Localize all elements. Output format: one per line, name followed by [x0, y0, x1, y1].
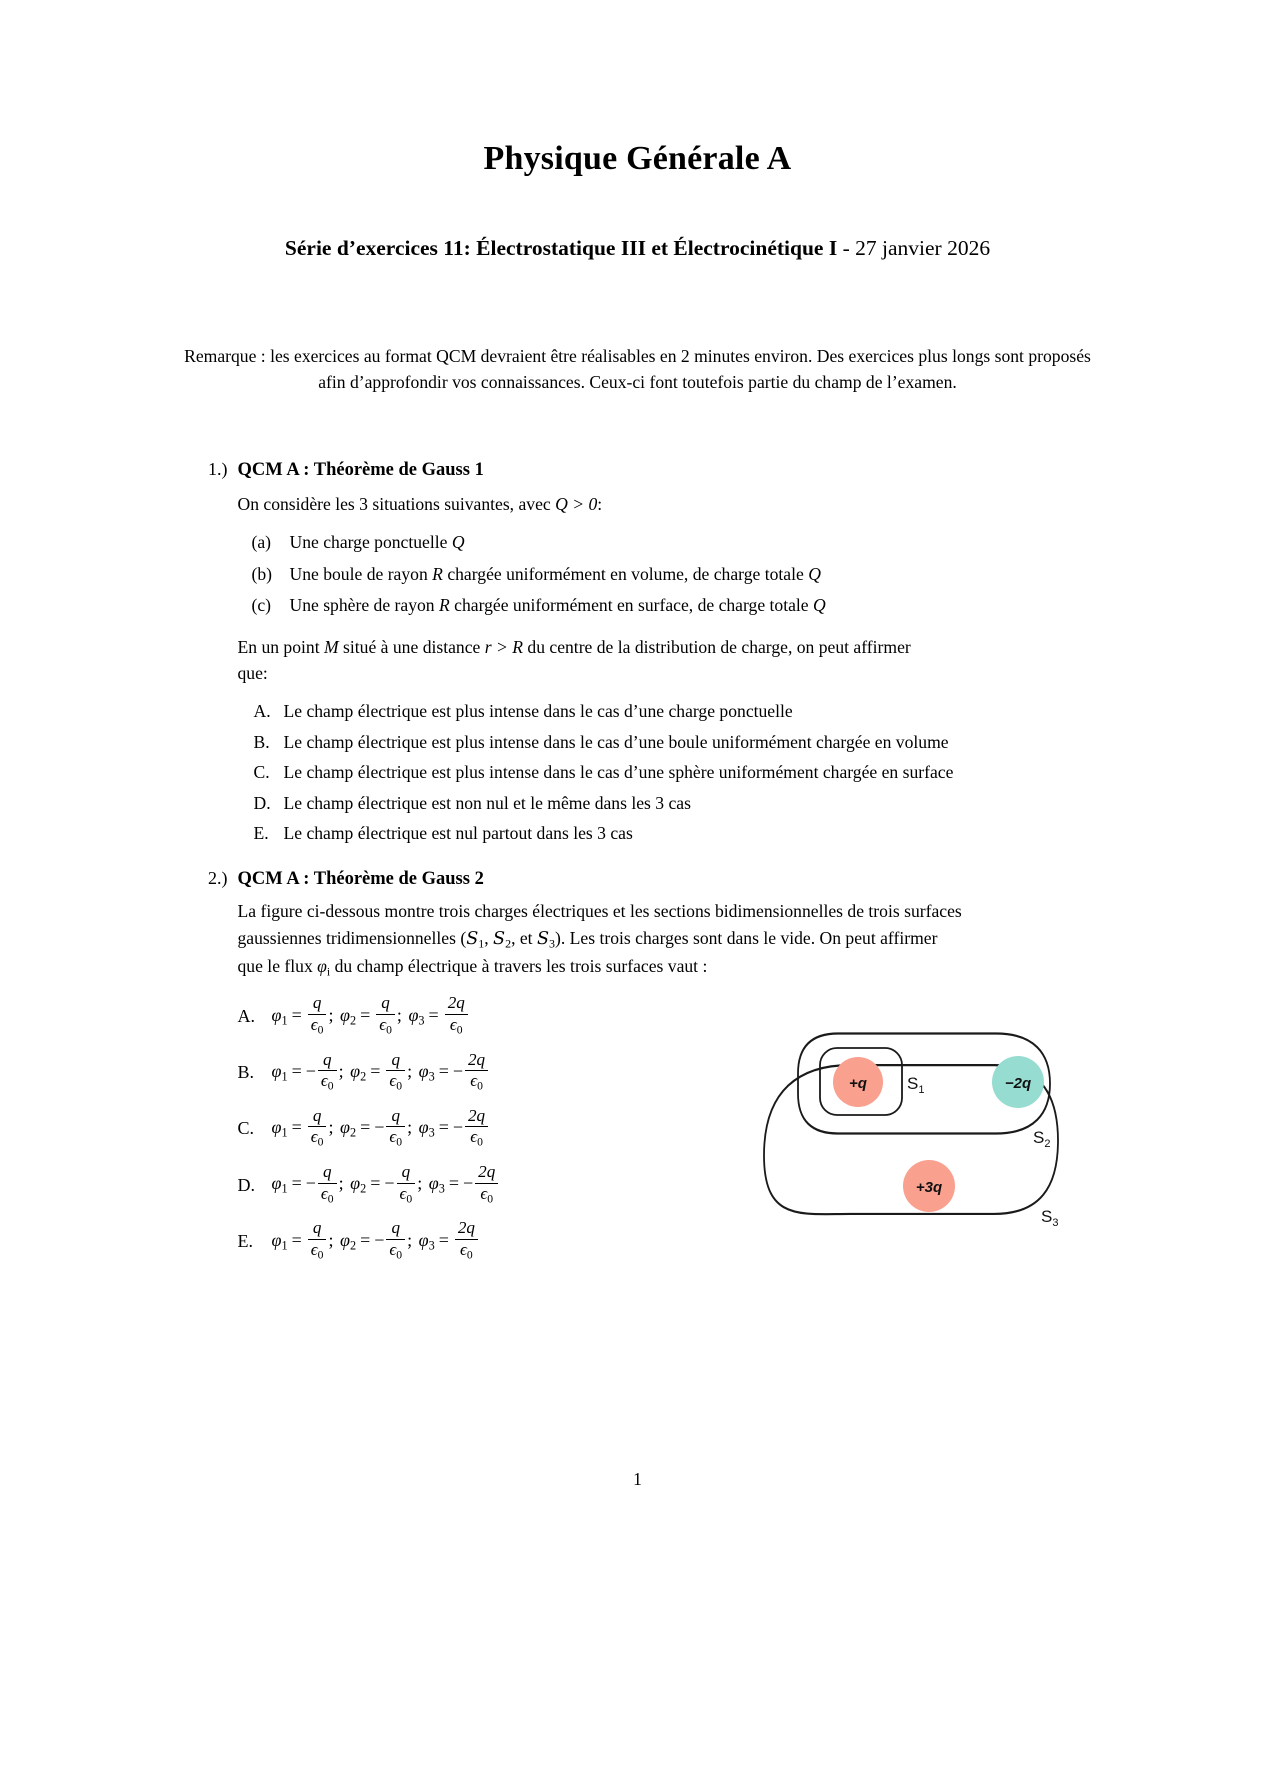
statement-line-3-a: que le flux: [237, 956, 318, 977]
exercise-1-question: [238, 634, 1088, 687]
phi-symbol: φ: [339, 1004, 350, 1025]
separator: ;: [328, 1004, 334, 1025]
choice-text: Le champ électrique est nul partout dans les 3 cas: [283, 822, 633, 843]
question-text-b: situé à une distance: [338, 636, 485, 657]
phi-symbol: φ: [271, 1173, 282, 1194]
choice-label: A.: [253, 701, 271, 722]
denominator: [455, 1240, 478, 1262]
epsilon-index: 0: [396, 1135, 403, 1149]
epsilon-symbol: ϵ: [310, 1239, 318, 1259]
numerator: q: [318, 1051, 337, 1071]
surface-symbol-s1: S: [466, 928, 479, 949]
epsilon-symbol: ϵ: [389, 1071, 397, 1091]
sign: −: [305, 1173, 316, 1194]
situation-text: [290, 592, 1088, 618]
phi-index: 2: [349, 1013, 357, 1028]
choice-text: Le champ électrique est plus intense dans le cas d’une sphère uniformément chargée en surface: [283, 762, 954, 783]
fraction: [445, 994, 468, 1036]
fraction: [376, 994, 395, 1036]
charge-label-positive-3q: +3q: [915, 1179, 942, 1197]
denominator: [308, 1127, 327, 1149]
epsilon-symbol: ϵ: [310, 1127, 318, 1147]
numerator: 2q: [445, 994, 468, 1014]
fraction: [318, 1163, 337, 1205]
exercise-1-choices: [254, 698, 1088, 846]
choice-equation: $\varphi_1$ = − $\frac{q}{\epsilon_0}$ ; $\varphi_2$ = $\frac{q}{\epsilon_0}$ ; $\varphi_3$ = − $\frac{2q}{\epsilon_0}$: [272, 1052, 758, 1094]
situation-text-pre: Une sphère de rayon: [289, 595, 439, 616]
figure-svg: [746, 991, 1076, 1251]
denominator: [445, 1015, 468, 1037]
epsilon-index: 0: [396, 1248, 403, 1262]
separator: ;: [396, 1004, 402, 1025]
choice-b[interactable]: [254, 729, 1088, 755]
gauss-surfaces-figure: [746, 991, 1076, 1251]
numerator: q: [386, 1051, 405, 1071]
epsilon-symbol: ϵ: [399, 1183, 407, 1203]
exercise-2: [188, 868, 1088, 1262]
denominator: [308, 1240, 327, 1262]
phi-index: 2: [349, 1238, 357, 1253]
sign: −: [452, 1060, 463, 1081]
fraction: [397, 1163, 416, 1205]
numerator: 2q: [475, 1163, 498, 1183]
epsilon-symbol: ϵ: [310, 1014, 318, 1034]
question-text-c: du centre de la distribution de charge, on peut affirmer: [523, 636, 911, 657]
surface-symbol-s3: S: [536, 928, 550, 949]
choice-equation: $\varphi_1$ = $\frac{q}{\epsilon_0}$ ; $\varphi_2$ = $\frac{q}{\epsilon_0}$ ; $\varphi_3$ = $\frac{2q}{\epsilon_0}$: [272, 995, 758, 1037]
phi-index: 2: [349, 1125, 357, 1140]
subtitle-date: - 27 janvier 2026: [842, 236, 991, 260]
choice-d[interactable]: [254, 790, 1088, 816]
fraction: [308, 994, 327, 1036]
surface-index-2: 2: [505, 936, 512, 951]
epsilon-symbol: ϵ: [470, 1127, 478, 1147]
phi-symbol: φ: [339, 1229, 350, 1250]
sign: −: [463, 1173, 474, 1194]
choice-c[interactable]: [254, 759, 1088, 785]
phi-symbol: φ: [271, 1004, 282, 1025]
phi-index: 3: [428, 1069, 435, 1084]
situation-text-pre: Une boule de rayon: [289, 563, 433, 584]
epsilon-index: 0: [317, 1135, 324, 1149]
page-number: 1: [633, 1469, 642, 1489]
fraction: [475, 1163, 498, 1205]
phi-index: 1: [281, 1069, 288, 1084]
choice-label: D.: [253, 792, 271, 813]
charge-label-negative-2q: −2q: [1004, 1075, 1031, 1093]
phi-index: 3: [428, 1125, 435, 1140]
statement-line-2-a: gaussiennes tridimensionnelles (: [237, 927, 467, 948]
epsilon-index: 0: [327, 1191, 334, 1205]
choice-text: Le champ électrique est non nul et le même dans les 3 cas: [283, 792, 691, 813]
situation-label: (a): [251, 532, 272, 553]
fraction: [386, 1107, 405, 1149]
statement-line-3-b: du champ électrique à travers les trois surfaces vaut :: [330, 956, 708, 977]
choice-label: E.: [253, 822, 269, 843]
epsilon-index: 0: [456, 1023, 463, 1037]
epsilon-symbol: ϵ: [460, 1239, 467, 1259]
numerator: q: [318, 1163, 337, 1183]
situation-item: [252, 561, 1088, 587]
document-page: [0, 140, 1275, 1790]
choice-label: B.: [253, 731, 270, 752]
exercises-container: [188, 459, 1088, 1263]
epsilon-symbol: ϵ: [470, 1071, 478, 1091]
denominator: [397, 1184, 416, 1206]
flux-choice-d[interactable]: [238, 1164, 758, 1206]
epsilon-index: 0: [386, 1023, 392, 1037]
subtitle-series-label: Série d’exercices 11: Électrostatique III et Électrocinétique I: [284, 236, 838, 260]
statement-sep-1: ,: [484, 927, 494, 948]
surface-symbol-s2: S: [493, 928, 506, 949]
situation-text-post: chargée uniformément en surface, de charge totale: [449, 595, 814, 616]
choice-label: D.: [237, 1174, 255, 1195]
separator: ;: [407, 1117, 413, 1138]
phi-symbol: φ: [408, 1004, 419, 1025]
epsilon-symbol: ϵ: [480, 1183, 488, 1203]
exercise-2-number: 2.): [208, 868, 228, 889]
intro-text-pre: On considère les 3 situations suivantes, avec: [237, 494, 556, 515]
denominator: [386, 1127, 405, 1149]
situation-math: Q: [451, 532, 465, 553]
exercise-1-situations: [252, 529, 1088, 618]
epsilon-index: 0: [477, 1135, 483, 1149]
phi-index: 1: [281, 1181, 288, 1196]
phi-index: 1: [281, 1125, 288, 1140]
intro-text-post: :: [597, 494, 603, 515]
fraction: [465, 1107, 488, 1149]
choice-label: B.: [237, 1062, 255, 1083]
epsilon-index: 0: [317, 1248, 324, 1262]
phi-symbol: φ: [418, 1229, 429, 1250]
fraction: [386, 1051, 405, 1093]
denominator: [475, 1184, 498, 1206]
choice-label: A.: [237, 1005, 255, 1026]
choice-equation: $\varphi_1$ = $\frac{q}{\epsilon_0}$ ; $\varphi_2$ = − $\frac{q}{\epsilon_0}$ ; $\varphi_3$ = − $\frac{2q}{\epsilon_0}$: [272, 1108, 758, 1150]
separator: ;: [338, 1060, 344, 1081]
fraction: [318, 1051, 337, 1093]
separator: ;: [328, 1117, 334, 1138]
exercise-2-choices: [238, 981, 758, 1262]
flux-choice-e[interactable]: [238, 1220, 758, 1262]
phi-symbol: φ: [350, 1173, 361, 1194]
exercise-1-number: 1.): [208, 459, 228, 480]
phi-index: 3: [428, 1238, 435, 1253]
epsilon-index: 0: [317, 1023, 324, 1037]
page-title: Physique Générale A: [483, 140, 792, 177]
phi-symbol: φ: [350, 1060, 361, 1081]
situation-math-2: Q: [813, 595, 826, 616]
epsilon-symbol: ϵ: [449, 1014, 457, 1034]
situation-label: (b): [251, 563, 273, 584]
remark-line-3: de l’examen.: [865, 372, 957, 393]
situation-text-post: chargée uniformément en volume, de charge totale: [442, 563, 809, 584]
phi-index: 2: [360, 1069, 367, 1084]
situation-label: (c): [251, 595, 272, 616]
question-math-r: r > R: [484, 636, 523, 657]
phi-index: 2: [360, 1181, 367, 1196]
numerator: q: [386, 1107, 405, 1127]
denominator: [386, 1071, 405, 1093]
situation-math-2: Q: [808, 563, 821, 584]
flux-symbol: φ: [317, 956, 327, 977]
flux-choice-b[interactable]: [237, 1049, 758, 1094]
epsilon-symbol: ϵ: [320, 1071, 328, 1091]
fraction: [455, 1219, 478, 1261]
surface-label-s3: $S_3$: [1040, 1207, 1058, 1230]
exercise-1: [188, 459, 1088, 846]
remark-paragraph: [183, 343, 1093, 395]
exercise-1-intro: [238, 491, 1088, 517]
situation-math: R: [439, 595, 450, 616]
denominator: [318, 1071, 337, 1093]
charge-label-positive-q: +q: [848, 1075, 867, 1093]
choice-label: C.: [253, 762, 270, 783]
exercise-2-content-row: [238, 981, 1088, 1262]
exercise-1-title: QCM A : Théorème de Gauss 1: [237, 460, 484, 481]
flux-index: i: [326, 964, 331, 979]
fraction: [308, 1107, 327, 1149]
phi-symbol: φ: [271, 1229, 282, 1250]
question-text-d: que:: [237, 663, 268, 684]
epsilon-symbol: ϵ: [389, 1127, 397, 1147]
phi-symbol: φ: [428, 1173, 439, 1194]
phi-symbol: φ: [339, 1117, 350, 1138]
epsilon-index: 0: [406, 1191, 413, 1205]
numerator: q: [397, 1163, 416, 1183]
phi-symbol: φ: [271, 1060, 282, 1081]
choice-text: Le champ électrique est plus intense dans le cas d’une charge ponctuelle: [283, 701, 793, 722]
exercise-2-statement: [238, 898, 1088, 981]
denominator: [318, 1184, 337, 1206]
epsilon-index: 0: [396, 1079, 403, 1093]
choice-label: E.: [237, 1230, 253, 1251]
situation-text: [290, 561, 1088, 587]
numerator: q: [308, 994, 327, 1014]
remark-line-1: Remarque : les exercices au format QCM devraient être réalisables en 2 minutes environ. Des exercices: [184, 346, 914, 366]
surface-index-1: 1: [478, 936, 485, 951]
situation-item: [252, 592, 1088, 618]
statement-line-1: La figure ci-dessous montre trois charges électriques et les sections bidimensionnelles de trois surfaces: [237, 901, 962, 922]
phi-index: 1: [281, 1013, 288, 1028]
flux-choice-a[interactable]: [238, 995, 758, 1037]
numerator: 2q: [465, 1107, 488, 1127]
numerator: q: [386, 1219, 405, 1239]
document-subtitle: [0, 236, 1275, 261]
separator: ;: [328, 1229, 334, 1250]
statement-line-2-b: ). Les trois charges sont dans le vide. On peut affirmer: [555, 927, 938, 948]
epsilon-symbol: ϵ: [379, 1014, 387, 1034]
exercise-1-body: [238, 491, 1088, 846]
fraction: [465, 1051, 488, 1093]
intro-math: Q > 0: [555, 494, 598, 515]
numerator: 2q: [465, 1051, 488, 1071]
phi-symbol: φ: [418, 1060, 429, 1081]
sign: −: [374, 1229, 385, 1250]
question-math-m: M: [324, 636, 339, 657]
denominator: [308, 1015, 327, 1037]
sign: −: [384, 1173, 395, 1194]
situation-text-pre: Une charge ponctuelle: [289, 532, 452, 553]
flux-choice-c[interactable]: [237, 1105, 758, 1150]
numerator: q: [308, 1219, 327, 1239]
numerator: q: [376, 994, 395, 1014]
phi-symbol: φ: [418, 1117, 429, 1138]
phi-index: 3: [438, 1181, 445, 1196]
separator: ;: [407, 1229, 413, 1250]
fraction: [386, 1219, 405, 1261]
surface-label-s2: $S_2$: [1032, 1128, 1050, 1151]
epsilon-symbol: ϵ: [320, 1183, 328, 1203]
fraction: [308, 1219, 327, 1261]
surface-label-s1: $S_1$: [906, 1074, 924, 1097]
phi-index: 3: [418, 1013, 425, 1028]
choice-equation: $\varphi_1$ = − $\frac{q}{\epsilon_0}$ ; $\varphi_2$ = − $\frac{q}{\epsilon_0}$ ; $\varphi_3$ = − $\frac{2q}{\epsilon_0}$: [272, 1164, 758, 1206]
separator: ;: [417, 1173, 423, 1194]
epsilon-symbol: ϵ: [389, 1239, 397, 1259]
choice-text: Le champ électrique est plus intense dans le cas d’une boule uniformément chargée en volume: [283, 731, 949, 752]
sign: −: [452, 1117, 463, 1138]
choice-a[interactable]: [254, 698, 1088, 724]
phi-symbol: φ: [271, 1117, 282, 1138]
sign: −: [305, 1060, 316, 1081]
separator: ;: [407, 1060, 413, 1081]
remark-line-2: plus longs sont proposés afin d’approfondir vos connaissances. Ceux-ci font toutefois partie du champ: [318, 346, 1091, 393]
situation-math: R: [432, 563, 443, 584]
surface-index-3: 3: [549, 936, 556, 951]
situation-item: [252, 529, 1088, 555]
numerator: 2q: [455, 1219, 478, 1239]
choice-e[interactable]: [254, 820, 1088, 846]
denominator: [386, 1240, 405, 1262]
epsilon-index: 0: [487, 1191, 494, 1205]
epsilon-index: 0: [327, 1079, 334, 1093]
denominator: [376, 1015, 395, 1037]
sign: −: [374, 1117, 385, 1138]
denominator: [465, 1071, 488, 1093]
numerator: q: [308, 1107, 327, 1127]
exercise-2-header: [188, 868, 1088, 890]
choice-label: C.: [237, 1118, 255, 1139]
epsilon-index: 0: [477, 1079, 483, 1093]
choice-equation: $\varphi_1$ = $\frac{q}{\epsilon_0}$ ; $\varphi_2$ = − $\frac{q}{\epsilon_0}$ ; $\varphi_3$ = $\frac{2q}{\epsilon_0}$: [272, 1220, 758, 1262]
exercise-2-body: [238, 898, 1088, 1262]
exercise-2-title: QCM A : Théorème de Gauss 2: [237, 869, 484, 890]
statement-sep-2: , et: [511, 927, 537, 948]
denominator: [465, 1127, 488, 1149]
epsilon-index: 0: [466, 1248, 473, 1262]
phi-index: 1: [281, 1238, 288, 1253]
separator: ;: [338, 1173, 344, 1194]
situation-text: [290, 529, 1088, 555]
question-text-a: En un point: [237, 636, 324, 657]
exercise-1-header: [188, 459, 1088, 481]
